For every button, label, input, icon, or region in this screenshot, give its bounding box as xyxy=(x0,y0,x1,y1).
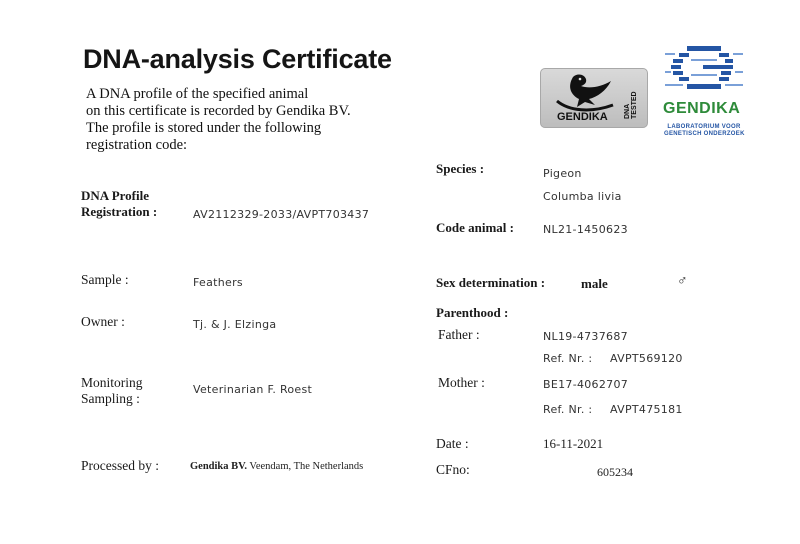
intro-line: on this certificate is recorded by Gendika BV. xyxy=(86,103,351,119)
logo-name: GENDIKA xyxy=(663,100,741,117)
mother-label: Mother : xyxy=(438,375,485,390)
dna-tested-badge xyxy=(540,68,648,128)
father-value: NL19-4737687 xyxy=(543,330,628,343)
species-common: Pigeon xyxy=(543,167,582,180)
cfno-value: 605234 xyxy=(597,465,633,479)
parenthood-label: Parenthood : xyxy=(436,305,509,320)
logo-subtitle-line: GENETISCH ONDERZOEK xyxy=(664,131,745,137)
sex-value: male xyxy=(581,276,608,291)
mother-value: BE17-4062707 xyxy=(543,378,629,391)
registration-label: Registration : xyxy=(81,204,158,219)
date-label: Date : xyxy=(436,436,469,451)
logo-subtitle-line: LABORATORIUM VOOR xyxy=(667,124,741,130)
sample-value: Feathers xyxy=(193,276,243,289)
code-animal-value: NL21-1450623 xyxy=(543,223,628,236)
cfno-label: CFno: xyxy=(436,462,470,477)
mother-ref-value: AVPT475181 xyxy=(610,403,683,416)
registration-value: AV2112329-2033/AVPT703437 xyxy=(193,208,370,221)
sex-determination-label: Sex determination : xyxy=(436,275,546,290)
intro-text xyxy=(86,86,386,154)
processed-location: Veendam, The Netherlands xyxy=(247,461,364,472)
monitoring-label: Sampling : xyxy=(81,391,140,406)
gendika-logo-icon xyxy=(665,44,743,94)
certificate-title: DNA-analysis Certificate xyxy=(83,44,392,74)
owner-value: Tj. & J. Elzinga xyxy=(193,318,277,331)
processed-value xyxy=(190,461,363,472)
date-value: 16-11-2021 xyxy=(543,436,604,451)
intro-line: A DNA profile of the specified animal xyxy=(86,86,309,102)
monitoring-value: Veterinarian F. Roest xyxy=(193,383,313,396)
species-label: Species : xyxy=(436,161,485,176)
intro-line: registration code: xyxy=(86,137,188,153)
owner-label: Owner : xyxy=(81,314,125,329)
code-animal-label: Code animal : xyxy=(436,220,514,235)
species-latin: Columba livia xyxy=(543,190,622,203)
father-ref-label: Ref. Nr. : xyxy=(543,352,593,365)
registration-label: DNA Profile xyxy=(81,188,149,203)
logo-subtitle xyxy=(664,124,744,138)
processed-label: Processed by : xyxy=(81,458,159,473)
father-label: Father : xyxy=(438,327,480,342)
badge-side-text: DNA TESTED xyxy=(624,91,638,119)
male-symbol-icon: ♂ xyxy=(677,274,688,289)
processed-company: Gendika BV. xyxy=(190,461,247,472)
monitoring-label: Monitoring xyxy=(81,375,143,390)
sample-label: Sample : xyxy=(81,272,129,287)
mother-ref-label: Ref. Nr. : xyxy=(543,403,593,416)
badge-text: GENDIKA xyxy=(557,111,608,123)
father-ref-value: AVPT569120 xyxy=(610,352,683,365)
intro-line: The profile is stored under the following xyxy=(86,120,322,136)
